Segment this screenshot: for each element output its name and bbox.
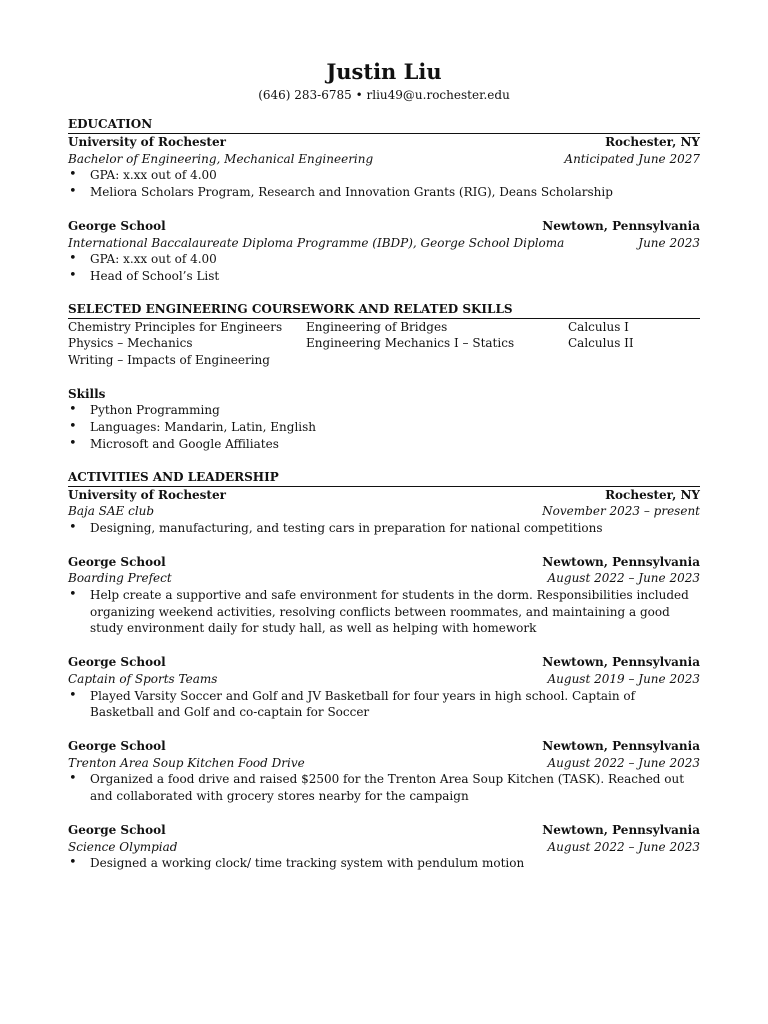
skill-item: • Languages: Mandarin, Latin, English [68,419,700,436]
course-item: Engineering Mechanics I – Statics [306,336,515,351]
course-item: Calculus I [568,319,629,334]
resume-page [68,56,700,872]
entry-location: Rochester, NY [605,487,700,502]
bullet-list [68,251,700,284]
entry-organization: University of Rochester [68,135,226,149]
entry-location: Newtown, Pennsylvania [542,738,700,753]
entry-role: Captain of Sports Teams [68,671,218,686]
activity-entry [68,654,700,721]
bullet-list [68,520,700,537]
course-item: Writing – Impacts of Engineering [68,353,270,368]
entry-role: Trenton Area Soup Kitchen Food Drive [68,755,305,770]
activity-entry [68,554,700,638]
entry-organization: George School [68,218,166,233]
entry-location: Newtown, Pennsylvania [542,822,700,837]
resume-header [68,58,700,104]
entry-date: June 2023 [638,235,700,250]
contact-line [68,86,700,104]
bullet-list [68,771,700,804]
coursework-grid [68,319,700,369]
entry-location: Newtown, Pennsylvania [542,655,700,670]
coursework-heading: SELECTED ENGINEERING COURSEWORK AND RELATED SKILLS [68,302,700,319]
entry-date: Anticipated June 2027 [564,151,700,166]
entry-location: Rochester, NY [605,135,700,149]
bullet-item: • GPA: x.xx out of 4.00 [68,251,700,268]
bullet-list [68,855,700,872]
bullet-item: • GPA: x.xx out of 4.00 [68,167,700,184]
bullet-item: • Designing, manufacturing, and testing cars in preparation for national competitions [68,520,700,537]
bullet-item: • Organized a food drive and raised $2500 for the Trenton Area Soup Kitchen (TASK). Reached out and collaborated with grocery stores nearby for the campaign [68,771,700,804]
skills-heading: Skills [68,386,106,401]
entry-role: Science Olympiad [68,839,178,854]
entry-organization: George School [68,822,166,837]
entry-role: Baja SAE club [68,504,155,519]
education-heading: EDUCATION [68,117,700,134]
bullet-item: • Head of School’s List [68,268,700,285]
entry-role: Bachelor of Engineering, Mechanical Engineering [68,151,374,166]
skill-item: • Python Programming [68,402,700,419]
activity-entry [68,822,700,872]
entry-role: Boarding Prefect [68,571,172,586]
bullet-item: • Help create a supportive and safe environment for students in the dorm. Responsibilities included organizing weekend activities, resolving conflicts between roommates, and maintaining a good study environment daily for study hall, as well as helping with homework [68,587,700,637]
education-entry [68,218,700,285]
entry-organization: George School [68,554,166,569]
course-item: Chemistry Principles for Engineers [68,319,283,334]
coursework-column [68,319,306,369]
skill-item: • Microsoft and Google Affiliates [68,436,700,453]
skills-list [68,402,700,452]
course-item: Physics – Mechanics [68,336,193,351]
course-item: Calculus II [568,336,634,351]
entry-location: Newtown, Pennsylvania [542,554,700,569]
entry-organization: George School [68,738,166,753]
coursework-column [568,319,700,369]
entry-organization: George School [68,655,166,670]
coursework-column [306,319,568,369]
bullet-item: • Played Varsity Soccer and Golf and JV Basketball for four years in high school. Captain of Basketball and Golf and co-captain for Soccer [68,688,700,721]
bullet-list [68,587,700,637]
entry-location: Newtown, Pennsylvania [542,218,700,233]
entry-date: August 2022 – June 2023 [547,571,700,586]
activity-entry [68,738,700,805]
entry-organization: University of Rochester [68,487,226,502]
bullet-item: • Designed a working clock/ time tracking system with pendulum motion [68,855,700,872]
education-entry [68,134,700,201]
email-address[interactable]: rliu49@u.rochester.edu [366,88,510,102]
entry-date: August 2019 – June 2023 [547,671,700,686]
entry-date: August 2022 – June 2023 [547,755,700,770]
bullet-item: • Meliora Scholars Program, Research and Innovation Grants (RIG), Deans Scholarship [68,184,700,201]
entry-date: August 2022 – June 2023 [547,839,700,854]
entry-date: November 2023 – present [542,504,700,519]
activities-heading: ACTIVITIES AND LEADERSHIP [68,470,700,487]
entry-role: International Baccalaureate Diploma Programme (IBDP), George School Diploma [68,235,565,250]
contact-separator: • [355,88,363,102]
candidate-name: Justin Liu [326,59,442,84]
bullet-list [68,167,700,200]
bullet-list [68,688,700,721]
activity-entry [68,487,700,537]
phone-number: (646) 283-6785 [258,88,352,102]
course-item: Engineering of Bridges [306,319,448,334]
